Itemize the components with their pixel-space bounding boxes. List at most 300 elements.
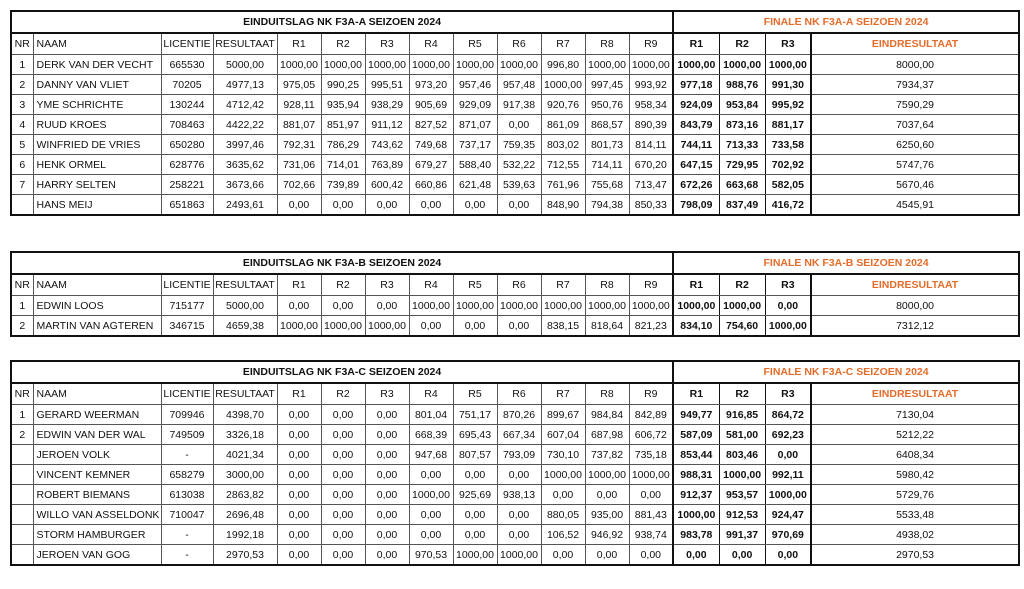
round-score: 761,96 [541,175,585,195]
round-score: 1000,00 [321,316,365,337]
pilot-name: JEROEN VOLK [33,445,161,465]
finale-score: 672,26 [673,175,719,195]
round-score: 712,55 [541,155,585,175]
round-score: 751,17 [453,405,497,425]
round-score: 0,00 [365,195,409,216]
round-score: 0,00 [321,545,365,566]
round-score: 743,62 [365,135,409,155]
rank-cell: 2 [11,316,33,337]
pilot-name: JEROEN VAN GOG [33,545,161,566]
round-score: 838,15 [541,316,585,337]
round-score: 735,18 [629,445,673,465]
column-header: RESULTAAT [213,33,277,55]
result-cell: 3635,62 [213,155,277,175]
round-score: 793,09 [497,445,541,465]
column-header: NR [11,383,33,405]
round-score: 737,17 [453,135,497,155]
result-cell: 2493,61 [213,195,277,216]
round-score: 0,00 [409,195,453,216]
finale-score: 837,49 [719,195,765,216]
column-header: R7 [541,383,585,405]
round-score: 606,72 [629,425,673,445]
round-score: 861,09 [541,115,585,135]
round-score: 1000,00 [629,465,673,485]
result-cell: 4021,34 [213,445,277,465]
table-row [11,425,1019,445]
finale-score: 991,30 [765,75,811,95]
round-score: 1000,00 [277,316,321,337]
finale-score: 1000,00 [765,485,811,505]
final-result: 5212,22 [811,425,1019,445]
round-score: 881,07 [277,115,321,135]
round-score: 993,92 [629,75,673,95]
finale-column-header: R1 [673,383,719,405]
round-score: 731,06 [277,155,321,175]
finale-score: 988,31 [673,465,719,485]
finale-score: 970,69 [765,525,811,545]
column-header: R6 [497,274,541,296]
finale-score: 1000,00 [719,465,765,485]
round-score: 958,34 [629,95,673,115]
round-score: 946,92 [585,525,629,545]
round-score: 850,33 [629,195,673,216]
results-table-f3a-b [10,251,1020,337]
final-result: 4545,91 [811,195,1019,216]
round-score: 0,00 [321,405,365,425]
result-cell: 2970,53 [213,545,277,566]
pilot-name: DANNY VAN VLIET [33,75,161,95]
column-header: RESULTAAT [213,383,277,405]
result-cell: 4659,38 [213,316,277,337]
license-cell: - [161,445,213,465]
results-table-f3a-a [10,10,1020,216]
result-cell: 3326,18 [213,425,277,445]
column-header: LICENTIE [161,383,213,405]
finale-score: 1000,00 [673,505,719,525]
round-score: 970,53 [409,545,453,566]
license-cell: 709946 [161,405,213,425]
round-score: 842,89 [629,405,673,425]
round-score: 938,29 [365,95,409,115]
round-score: 667,34 [497,425,541,445]
round-score: 695,43 [453,425,497,445]
finale-score: 1000,00 [673,55,719,75]
finale-column-header: R2 [719,274,765,296]
round-score: 996,80 [541,55,585,75]
rank-cell: 5 [11,135,33,155]
round-score: 0,00 [453,195,497,216]
column-header: R5 [453,33,497,55]
finale-column-header: EINDRESULTAAT [811,383,1019,405]
round-score: 920,76 [541,95,585,115]
round-score: 1000,00 [409,296,453,316]
round-score: 818,64 [585,316,629,337]
finale-column-header: R3 [765,274,811,296]
round-score: 973,20 [409,75,453,95]
round-score: 670,20 [629,155,673,175]
round-score: 917,38 [497,95,541,115]
table-row [11,296,1019,316]
header-row [11,274,1019,296]
standings-table [10,10,1020,216]
round-score: 1000,00 [321,55,365,75]
round-score: 0,00 [541,485,585,505]
round-score: 0,00 [321,485,365,505]
round-score: 803,02 [541,135,585,155]
round-score: 1000,00 [277,55,321,75]
finale-score: 0,00 [765,545,811,566]
standings-table [10,251,1020,337]
pilot-name: WILLO VAN ASSELDONK [33,505,161,525]
round-score: 911,12 [365,115,409,135]
round-score: 984,84 [585,405,629,425]
round-score: 881,43 [629,505,673,525]
round-score: 827,52 [409,115,453,135]
column-header: NAAM [33,274,161,296]
finale-score: 744,11 [673,135,719,155]
round-score: 0,00 [365,505,409,525]
table-row [11,405,1019,425]
round-score: 925,69 [453,485,497,505]
round-score: 0,00 [321,465,365,485]
pilot-name: DERK VAN DER VECHT [33,55,161,75]
pilot-name: VINCENT KEMNER [33,465,161,485]
final-result: 5980,42 [811,465,1019,485]
final-result: 7130,04 [811,405,1019,425]
round-score: 621,48 [453,175,497,195]
pilot-name: YME SCHRICHTE [33,95,161,115]
license-cell: 70205 [161,75,213,95]
finale-score: 949,77 [673,405,719,425]
round-score: 1000,00 [585,465,629,485]
finale-score: 692,23 [765,425,811,445]
round-score: 539,63 [497,175,541,195]
round-score: 1000,00 [497,545,541,566]
rank-cell: 4 [11,115,33,135]
table-row [11,445,1019,465]
finale-score: 0,00 [765,445,811,465]
finale-score: 0,00 [673,545,719,566]
column-header: R4 [409,33,453,55]
round-score: 607,04 [541,425,585,445]
pilot-name: ROBERT BIEMANS [33,485,161,505]
result-cell: 4422,22 [213,115,277,135]
finale-title: FINALE NK F3A-A SEIZOEN 2024 [673,11,1019,33]
result-cell: 4977,13 [213,75,277,95]
column-header: R1 [277,383,321,405]
round-score: 950,76 [585,95,629,115]
column-header: R2 [321,274,365,296]
license-cell: 715177 [161,296,213,316]
finale-score: 953,84 [719,95,765,115]
finale-score: 992,11 [765,465,811,485]
table-row [11,135,1019,155]
round-score: 0,00 [585,545,629,566]
round-score: 814,11 [629,135,673,155]
round-score: 0,00 [541,545,585,566]
round-score: 0,00 [453,505,497,525]
finale-score: 0,00 [719,545,765,566]
round-score: 660,86 [409,175,453,195]
round-score: 1000,00 [541,75,585,95]
round-score: 0,00 [277,525,321,545]
table-title: EINDUITSLAG NK F3A-A SEIZOEN 2024 [11,11,673,33]
finale-score: 916,85 [719,405,765,425]
round-score: 0,00 [277,465,321,485]
final-result: 8000,00 [811,296,1019,316]
round-score: 759,35 [497,135,541,155]
rank-cell: 3 [11,95,33,115]
round-score: 938,74 [629,525,673,545]
license-cell: 665530 [161,55,213,75]
pilot-name: EDWIN VAN DER WAL [33,425,161,445]
finale-column-header: R2 [719,33,765,55]
finale-title: FINALE NK F3A-C SEIZOEN 2024 [673,361,1019,383]
final-result: 8000,00 [811,55,1019,75]
round-score: 935,00 [585,505,629,525]
round-score: 739,89 [321,175,365,195]
round-score: 0,00 [497,465,541,485]
round-score: 0,00 [365,445,409,465]
rank-cell [11,445,33,465]
round-score: 0,00 [453,525,497,545]
column-header: R8 [585,33,629,55]
finale-score: 713,33 [719,135,765,155]
result-cell: 5000,00 [213,296,277,316]
table-row [11,525,1019,545]
finale-score: 0,00 [765,296,811,316]
table-row [11,485,1019,505]
round-score: 1000,00 [585,296,629,316]
finale-score: 881,17 [765,115,811,135]
table-row [11,545,1019,566]
round-score: 947,68 [409,445,453,465]
column-header: R3 [365,274,409,296]
column-header: R1 [277,274,321,296]
table-row [11,75,1019,95]
round-score: 0,00 [629,545,673,566]
round-score: 1000,00 [409,485,453,505]
round-score: 1000,00 [409,55,453,75]
column-header: R3 [365,33,409,55]
round-score: 801,04 [409,405,453,425]
rank-cell [11,485,33,505]
round-score: 0,00 [277,545,321,566]
round-score: 668,39 [409,425,453,445]
header-row [11,33,1019,55]
round-score: 1000,00 [453,296,497,316]
title-row [11,361,1019,383]
header-row [11,383,1019,405]
result-cell: 1992,18 [213,525,277,545]
column-header: R6 [497,33,541,55]
rank-cell: 6 [11,155,33,175]
finale-score: 834,10 [673,316,719,337]
license-cell: 258221 [161,175,213,195]
round-score: 0,00 [365,296,409,316]
column-header: NAAM [33,33,161,55]
finale-score: 912,37 [673,485,719,505]
rank-cell [11,525,33,545]
column-header: R6 [497,383,541,405]
column-header: LICENTIE [161,274,213,296]
round-score: 890,39 [629,115,673,135]
final-result: 7037,64 [811,115,1019,135]
finale-score: 864,72 [765,405,811,425]
result-cell: 4398,70 [213,405,277,425]
result-cell: 2863,82 [213,485,277,505]
finale-score: 1000,00 [765,316,811,337]
round-score: 1000,00 [541,296,585,316]
column-header: LICENTIE [161,33,213,55]
finale-column-header: R1 [673,33,719,55]
finale-score: 1000,00 [765,55,811,75]
finale-score: 1000,00 [673,296,719,316]
column-header: R1 [277,33,321,55]
final-result: 7312,12 [811,316,1019,337]
finale-score: 853,44 [673,445,719,465]
finale-score: 873,16 [719,115,765,135]
license-cell: 651863 [161,195,213,216]
round-score: 0,00 [365,425,409,445]
round-score: 532,22 [497,155,541,175]
result-cell: 4712,42 [213,95,277,115]
column-header: RESULTAAT [213,274,277,296]
round-score: 0,00 [277,505,321,525]
round-score: 687,98 [585,425,629,445]
table-row [11,95,1019,115]
round-score: 0,00 [277,445,321,465]
title-row [11,11,1019,33]
table-row [11,155,1019,175]
license-cell: 710047 [161,505,213,525]
column-header: R5 [453,383,497,405]
pilot-name: MARTIN VAN AGTEREN [33,316,161,337]
table-title: EINDUITSLAG NK F3A-C SEIZOEN 2024 [11,361,673,383]
round-score: 905,69 [409,95,453,115]
column-header: R8 [585,274,629,296]
table-row [11,465,1019,485]
round-score: 0,00 [453,465,497,485]
round-score: 0,00 [321,505,365,525]
finale-score: 988,76 [719,75,765,95]
round-score: 749,68 [409,135,453,155]
license-cell: 130244 [161,95,213,115]
round-score: 848,90 [541,195,585,216]
pilot-name: HANS MEIJ [33,195,161,216]
round-score: 1000,00 [629,296,673,316]
finale-title: FINALE NK F3A-B SEIZOEN 2024 [673,252,1019,274]
round-score: 714,01 [321,155,365,175]
column-header: R4 [409,274,453,296]
round-score: 1000,00 [365,316,409,337]
final-result: 6408,34 [811,445,1019,465]
finale-score: 995,92 [765,95,811,115]
finale-score: 924,47 [765,505,811,525]
finale-score: 843,79 [673,115,719,135]
column-header: NAAM [33,383,161,405]
final-result: 5670,46 [811,175,1019,195]
rank-cell: 2 [11,75,33,95]
round-score: 0,00 [277,405,321,425]
final-result: 5533,48 [811,505,1019,525]
column-header: R2 [321,383,365,405]
round-score: 990,25 [321,75,365,95]
license-cell: 650280 [161,135,213,155]
finale-score: 983,78 [673,525,719,545]
round-score: 0,00 [277,485,321,505]
round-score: 737,82 [585,445,629,465]
round-score: 106,52 [541,525,585,545]
finale-score: 581,00 [719,425,765,445]
finale-score: 663,68 [719,175,765,195]
finale-score: 977,18 [673,75,719,95]
round-score: 821,23 [629,316,673,337]
result-cell: 5000,00 [213,55,277,75]
round-score: 0,00 [277,296,321,316]
table-row [11,175,1019,195]
column-header: R2 [321,33,365,55]
round-score: 870,26 [497,405,541,425]
round-score: 1000,00 [365,55,409,75]
round-score: 0,00 [365,405,409,425]
finale-score: 647,15 [673,155,719,175]
round-score: 1000,00 [453,545,497,566]
round-score: 975,05 [277,75,321,95]
pilot-name: EDWIN LOOS [33,296,161,316]
rank-cell: 2 [11,425,33,445]
round-score: 0,00 [497,505,541,525]
final-result: 7590,29 [811,95,1019,115]
finale-score: 754,60 [719,316,765,337]
column-header: R4 [409,383,453,405]
license-cell: - [161,545,213,566]
rank-cell [11,545,33,566]
title-row [11,252,1019,274]
finale-score: 798,09 [673,195,719,216]
round-score: 1000,00 [497,55,541,75]
finale-column-header: EINDRESULTAAT [811,33,1019,55]
finale-score: 733,58 [765,135,811,155]
round-score: 0,00 [365,465,409,485]
column-header: R8 [585,383,629,405]
license-cell: 708463 [161,115,213,135]
round-score: 0,00 [497,316,541,337]
final-result: 4938,02 [811,525,1019,545]
final-result: 2970,53 [811,545,1019,566]
round-score: 0,00 [365,525,409,545]
round-score: 786,29 [321,135,365,155]
finale-column-header: R3 [765,33,811,55]
finale-score: 1000,00 [719,296,765,316]
round-score: 0,00 [409,525,453,545]
table-row [11,115,1019,135]
finale-score: 803,46 [719,445,765,465]
result-cell: 3000,00 [213,465,277,485]
column-header: R9 [629,33,673,55]
final-result: 5747,76 [811,155,1019,175]
result-cell: 3997,46 [213,135,277,155]
round-score: 1000,00 [497,296,541,316]
round-score: 755,68 [585,175,629,195]
round-score: 763,89 [365,155,409,175]
round-score: 928,11 [277,95,321,115]
round-score: 0,00 [453,316,497,337]
license-cell: 628776 [161,155,213,175]
rank-cell: 1 [11,296,33,316]
column-header: NR [11,274,33,296]
round-score: 0,00 [497,195,541,216]
